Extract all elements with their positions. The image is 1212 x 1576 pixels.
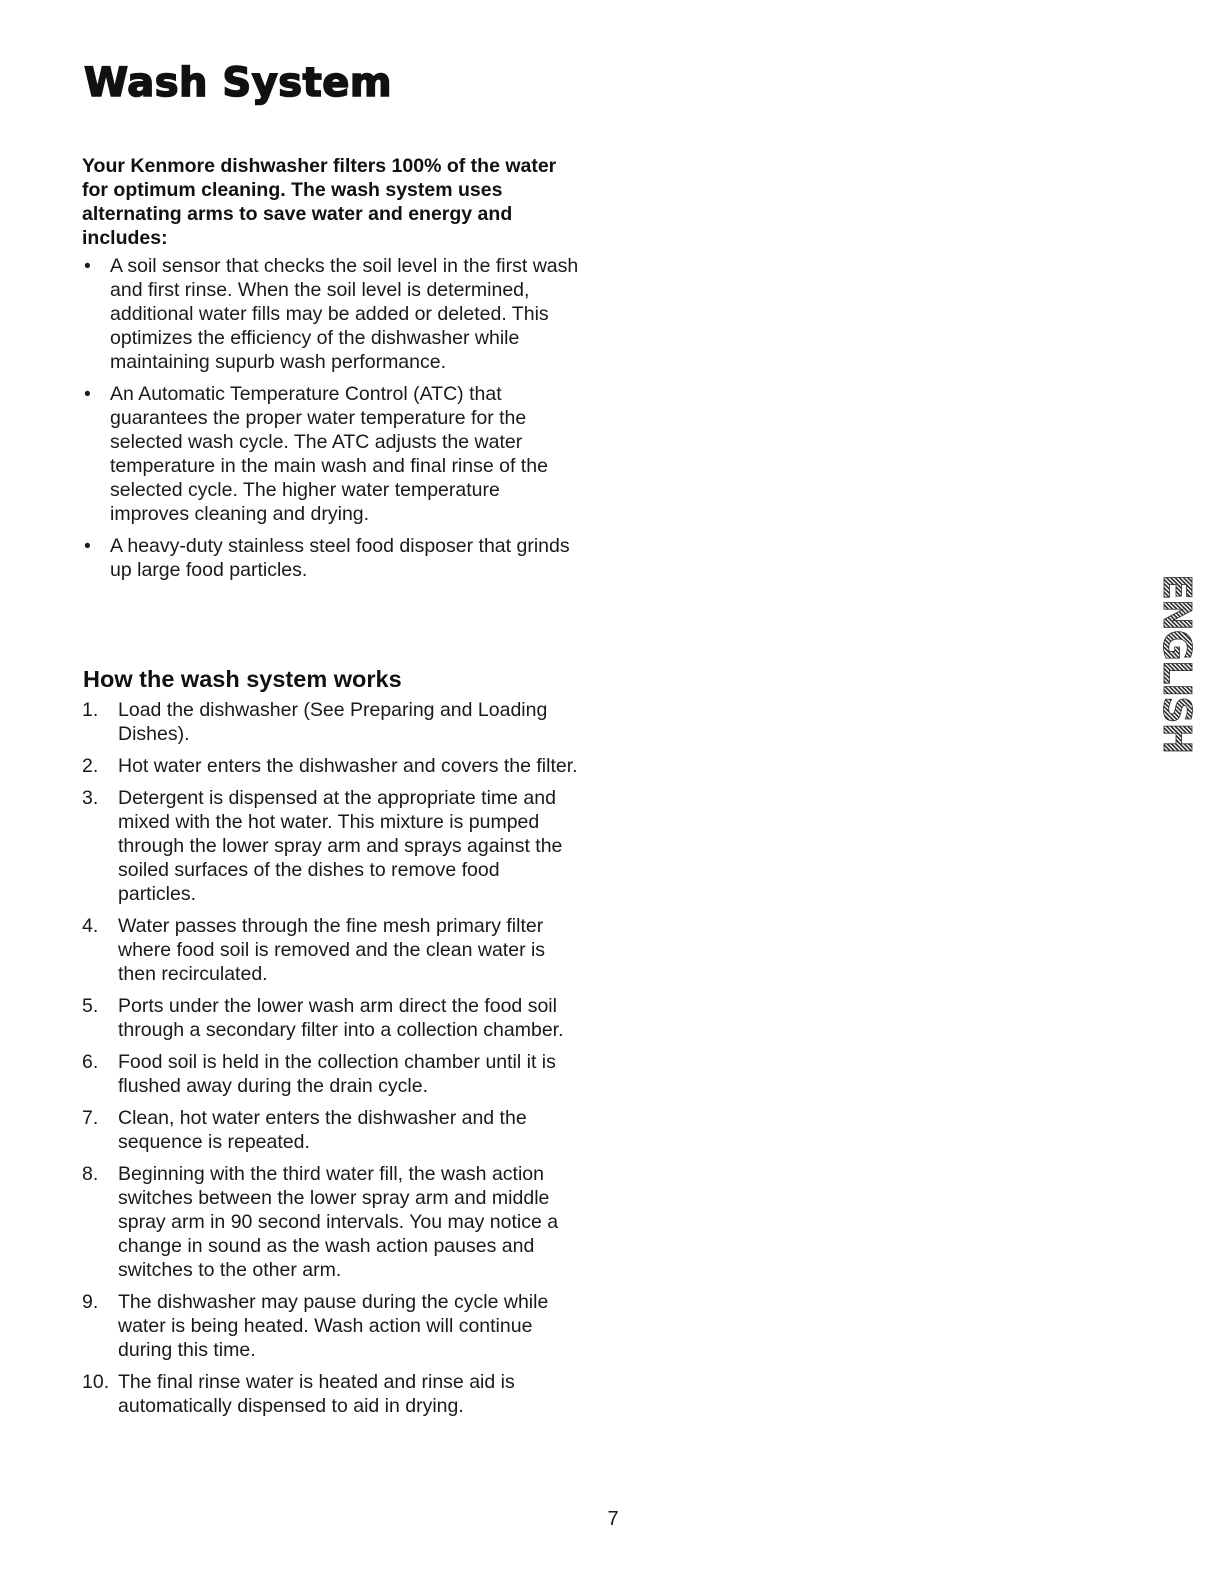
steps-list (82, 698, 582, 1426)
feature-text: A heavy-duty stainless steel food disposer that grinds up large food particles. (110, 535, 570, 581)
side-tab-label: ENGLISH (1155, 574, 1199, 754)
step-text: Water passes through the fine mesh primary filter where food soil is removed and the clean water is then recirculated. (118, 915, 546, 985)
step-text: Clean, hot water enters the dishwasher and the sequence is repeated. (118, 1107, 527, 1153)
step-number: 8. (82, 1163, 99, 1185)
page-title: Wash System (84, 60, 393, 106)
step-number: 1. (82, 699, 99, 721)
bullet-icon: • (84, 535, 91, 557)
step-number: 4. (82, 915, 99, 937)
language-side-tab (1152, 570, 1199, 800)
feature-text: An Automatic Temperature Control (ATC) that guarantees the proper water temperature for the selected wash cycle. The ATC adjusts the water temperature in the main wash and final rinse of the selected cycle. The higher water temperature improves cleaning and drying. (110, 383, 548, 525)
step-item (82, 754, 582, 778)
feature-text: A soil sensor that checks the soil level in the first wash and first rinse. When the soil level is determined, additional water fills may be added or deleted. This optimizes the efficiency of the dishwasher while maintaining supurb wash performance. (110, 255, 579, 373)
step-item (82, 1106, 582, 1154)
step-item (82, 994, 582, 1042)
step-number: 7. (82, 1107, 99, 1129)
step-text: The dishwasher may pause during the cycle while water is being heated. Wash action will continue during this time. (118, 1291, 549, 1361)
language-tab-graphic (1152, 570, 1199, 800)
step-number: 10. (82, 1371, 110, 1393)
step-text: Beginning with the third water fill, the wash action switches between the lower spray arm and middle spray arm in 90 second intervals. You may notice a change in sound as the wash action pauses and switches to the other arm. (118, 1163, 559, 1281)
step-item (82, 1370, 582, 1418)
bullet-icon: • (84, 383, 91, 405)
bullet-icon: • (84, 255, 91, 277)
section-heading: How the wash system works (83, 666, 402, 692)
page-number: 7 (607, 1508, 619, 1530)
step-number: 3. (82, 787, 99, 809)
list-item (82, 534, 582, 582)
step-item (82, 914, 582, 986)
step-item (82, 786, 582, 906)
step-number: 9. (82, 1291, 99, 1313)
step-number: 5. (82, 995, 99, 1017)
step-text: Ports under the lower wash arm direct the food soil through a secondary filter into a collection chamber. (118, 995, 564, 1041)
feature-list (82, 254, 582, 590)
step-item (82, 1050, 582, 1098)
step-number: 6. (82, 1051, 99, 1073)
list-item (82, 254, 582, 374)
step-item (82, 698, 582, 746)
intro-paragraph: Your Kenmore dishwasher filters 100% of the water for optimum cleaning. The wash system uses alternating arms to save water and energy and includes: (82, 155, 557, 249)
step-text: The final rinse water is heated and rinse aid is automatically dispensed to aid in drying. (118, 1371, 515, 1417)
list-item (82, 382, 582, 526)
step-number: 2. (82, 755, 99, 777)
step-item (82, 1162, 582, 1282)
step-item (82, 1290, 582, 1362)
step-text: Load the dishwasher (See Preparing and Loading Dishes). (118, 699, 548, 745)
step-text: Detergent is dispensed at the appropriate time and mixed with the hot water. This mixture is pumped through the lower spray arm and sprays against the soiled surfaces of the dishes to remove food particles. (118, 787, 563, 905)
step-text: Food soil is held in the collection chamber until it is flushed away during the drain cycle. (118, 1051, 556, 1097)
step-text: Hot water enters the dishwasher and covers the filter. (118, 755, 578, 777)
